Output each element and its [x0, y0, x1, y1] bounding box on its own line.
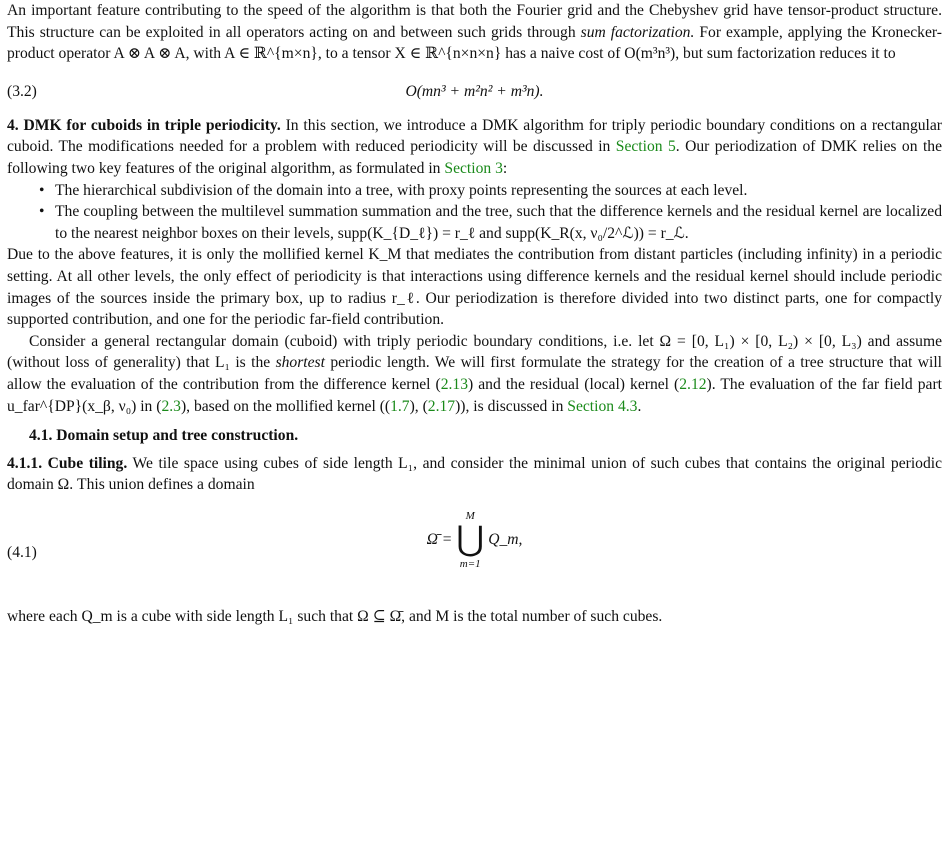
ref-section-5[interactable]: Section 5: [615, 138, 676, 156]
equation-body: O(mn³ + m²n² + m³n).: [405, 82, 544, 100]
section-4-1-1-text: We tile space using cubes of side length L₁, and consider the minimal union of such cubes that contains the original periodic domain Ω. This union defines a domain: [7, 454, 943, 494]
section-4-text-b: . Our periodization of DMK relies on the following two key features of the original algorithm, as formulated in: [7, 138, 942, 177]
paragraph-cubes: where each Q_m is a cube with side length L₁ such that Ω ⊆ Ω̄, and M is the total number of such cubes.: [7, 607, 663, 625]
equation-rhs: Q_m,: [488, 531, 523, 549]
ref-section-4-3[interactable]: Section 4.3: [567, 397, 638, 415]
union-lower-limit: m=1: [459, 557, 481, 570]
para3-text-d: ). The evaluation of the far field part u_far^{DP}(x_β, ν₀) in (: [7, 375, 942, 415]
section-4-1-title: 4.1. Domain setup and tree construction.: [29, 427, 299, 445]
equation-body: [7, 510, 942, 570]
section-4-1-1-title: 4.1.1. Cube tiling.: [7, 454, 128, 472]
para1-text: An important feature contributing to the speed of the algorithm is that both the Fourier grid and the Chebyshev grid have tensor-product structure. This structure can be exploited in all operators acting on and between such grids through: [7, 2, 942, 41]
paragraph-sum-factorization: [7, 0, 942, 65]
ref-eq-2-17[interactable]: 2.17: [427, 397, 456, 415]
section-4-text: In this section, we introduce a DMK algorithm for triply periodic boundary conditions on a rectangular cuboid. The modifications needed for a problem with reduced periodicity will be discussed in: [7, 116, 942, 156]
paper-page: [7, 0, 942, 627]
ref-eq-2-13[interactable]: 2.13: [440, 375, 469, 393]
equation-3-2: [7, 73, 942, 109]
para3-text-e: ), based on the mollified kernel ((: [180, 397, 391, 415]
equation-4-1: [7, 502, 942, 598]
union-upper-limit: M: [465, 509, 475, 522]
para3-text-f: ), (: [409, 397, 428, 415]
paragraph-cuboid: [7, 331, 942, 417]
para3-text-a: Consider a general rectangular domain (cuboid) with triply periodic boundary conditions, i.e. let Ω = [0, L₁) × [0, L₂) × [0, L₃) and assume (without loss of generality) that L₁ is the: [7, 332, 942, 372]
union-operator: [456, 510, 484, 570]
list-item: • The hierarchical subdivision of the domain into a tree, with proxy points representing the sources at each level.: [39, 180, 942, 202]
ref-section-3[interactable]: Section 3: [444, 159, 503, 177]
ref-eq-1-7[interactable]: 1.7: [390, 397, 410, 415]
union-symbol: ⋃: [456, 520, 485, 558]
equation-number: (3.2): [7, 82, 37, 100]
feature-list: [7, 180, 942, 245]
equation-lhs: Ω̄ =: [426, 531, 453, 549]
ref-eq-2-3[interactable]: 2.3: [161, 397, 181, 415]
para3-text-c: ) and the residual (local) kernel (: [468, 375, 680, 393]
para3-text-g: )), is discussed in: [455, 397, 568, 415]
para3-text-h: .: [637, 397, 642, 415]
list-item: • The coupling between the multilevel summation summation and the tree, such that the difference kernels and the residual kernel are localized to the nearest neighbor boxes on their levels, supp(K_{D_ℓ}) = r_ℓ and supp(K_R(x, ν₀/2^ℒ)) = r_ℒ.: [39, 201, 942, 244]
para1-emphasis: sum factorization.: [580, 23, 695, 41]
section-4-text-c: :: [502, 159, 508, 177]
para1-text-b: For example, applying the Kronecker-product operator A ⊗ A ⊗ A, with A ∈ ℝ^{m×n}, to a tensor X ∈ ℝ^{n×n×n} has a naive cost of O(m³n³), but sum factorization reduces it to: [7, 23, 942, 63]
para3-text-b: periodic length. We will first formulate the strategy for the creation of a tree structure that will allow the evaluation of the contribution from the difference kernel (: [7, 354, 942, 393]
equation-number: (4.1): [7, 543, 37, 561]
ref-eq-2-12[interactable]: 2.12: [679, 375, 707, 393]
para3-emphasis: shortest: [275, 354, 325, 372]
section-4-title: 4. DMK for cuboids in triple periodicity.: [7, 116, 281, 134]
paragraph-mollified-kernel: Due to the above features, it is only the mollified kernel K_M that mediates the contribution from distant particles (including infinity) in a periodic setting. At all other levels, the only effect of periodicity is that interactions using difference kernels and the residual kernel should include periodic images of the sources inside the primary box, up to radius r_ℓ. Our periodization is therefore divided into two distinct parts, one for compactly supported contribution, and one for the periodic far-field contribution.: [7, 246, 942, 329]
